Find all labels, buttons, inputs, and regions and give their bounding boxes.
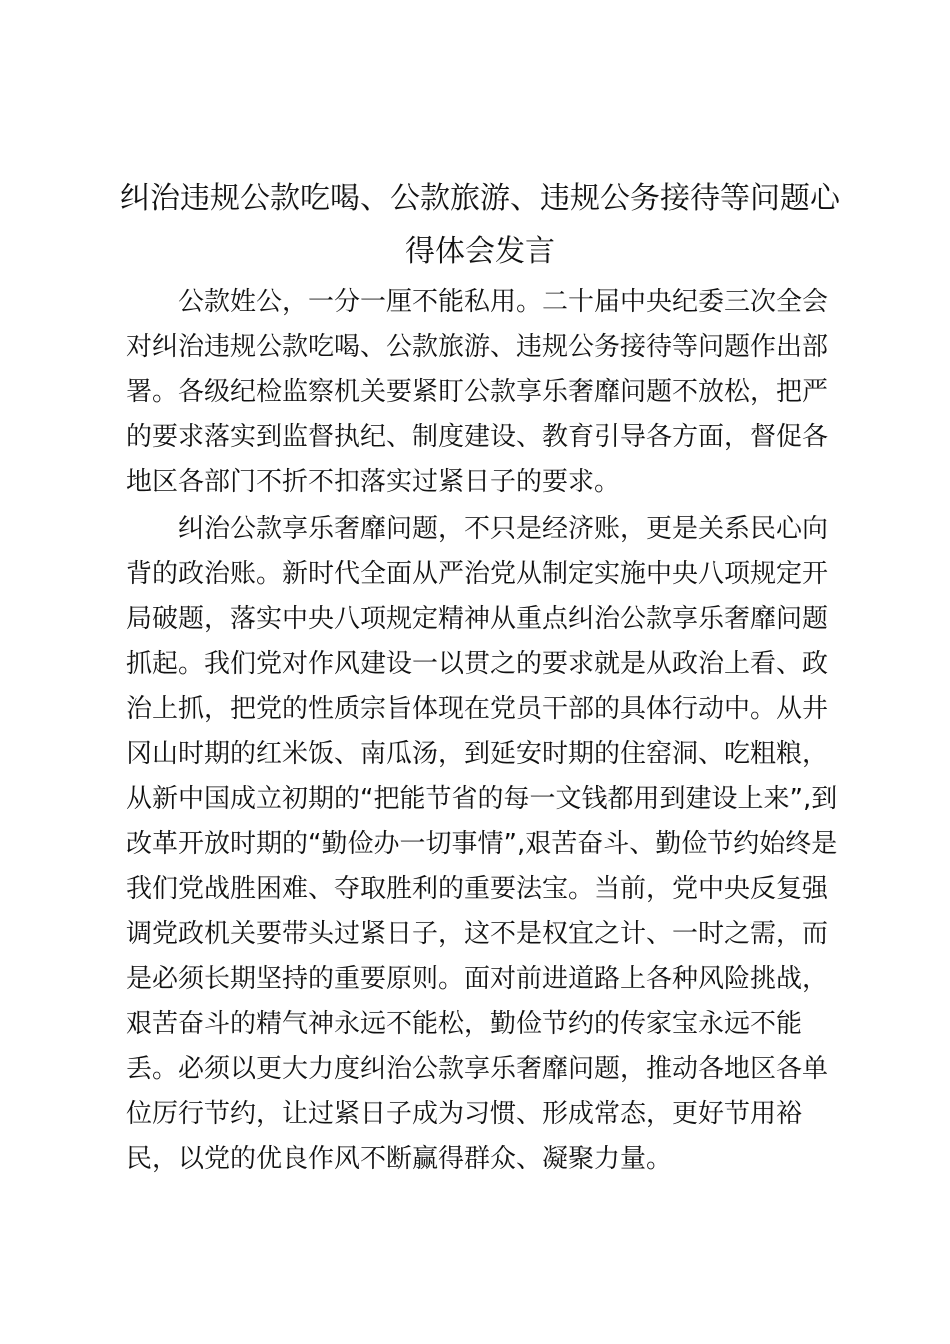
document-title — [120, 172, 840, 278]
paragraph-2-line-10: 调党政机关要带头过紧日子，这不是权宜之计、一时之需，而 — [126, 919, 829, 949]
paragraph-2 — [126, 507, 838, 1182]
paragraph-1-line-2: 对纠治违规公款吃喝、公款旅游、违规公务接待等问题作出部 — [126, 332, 829, 362]
paragraph-2-line-2: 背的政治账。新时代全面从严治党从制定实施中央八项规定开 — [126, 559, 829, 589]
paragraph-2-line-12: 艰苦奋斗的精气神永远不能松，勤俭节约的传家宝永远不能 — [126, 1009, 803, 1039]
paragraph-2-line-6: 冈山时期的红米饭、南瓜汤，到延安时期的住窑洞、吃粗粮， — [126, 739, 829, 769]
title-line-1: 纠治违规公款吃喝、公款旅游、违规公务接待等问题心 — [120, 181, 840, 216]
paragraph-2-line-7: 从新中国成立初期的“把能节省的每一文钱都用到建设上来”,到 — [126, 784, 838, 814]
paragraph-2-line-5: 治上抓，把党的性质宗旨体现在党员干部的具体行动中。从井 — [126, 694, 829, 724]
paragraph-2-line-3: 局破题，落实中央八项规定精神从重点纠治公款享乐奢靡问题 — [126, 604, 829, 634]
paragraph-2-line-9: 我们党战胜困难、夺取胜利的重要法宝。当前，党中央反复强 — [126, 874, 829, 904]
paragraph-2-line-1: 纠治公款享乐奢靡问题，不只是经济账，更是关系民心向 — [178, 514, 829, 544]
document-body — [126, 280, 838, 1182]
paragraph-1-line-3: 署。各级纪检监察机关要紧盯公款享乐奢靡问题不放松，把严 — [126, 377, 829, 407]
paragraph-2-line-15: 民，以党的优良作风不断赢得群众、凝聚力量。 — [126, 1144, 673, 1174]
paragraph-1 — [126, 280, 830, 505]
paragraph-2-line-14: 位厉行节约，让过紧日子成为习惯、形成常态，更好节用裕 — [126, 1099, 803, 1129]
paragraph-1-line-4: 的要求落实到监督执纪、制度建设、教育引导各方面，督促各 — [126, 422, 829, 452]
title-line-2: 得体会发言 — [405, 234, 555, 269]
paragraph-2-line-8: 改革开放时期的“勤俭办一切事情”,艰苦奋斗、勤俭节约始终是 — [126, 829, 838, 859]
paragraph-2-line-11: 是必须长期坚持的重要原则。面对前进道路上各种风险挑战， — [126, 964, 829, 994]
paragraph-2-line-13: 丢。必须以更大力度纠治公款享乐奢靡问题，推动各地区各单 — [126, 1054, 829, 1084]
paragraph-2-line-4: 抓起。我们党对作风建设一以贯之的要求就是从政治上看、政 — [126, 649, 829, 679]
paragraph-1-line-1: 公款姓公，一分一厘不能私用。二十届中央纪委三次全会 — [178, 287, 829, 317]
paragraph-1-line-5: 地区各部门不折不扣落实过紧日子的要求。 — [126, 467, 621, 497]
